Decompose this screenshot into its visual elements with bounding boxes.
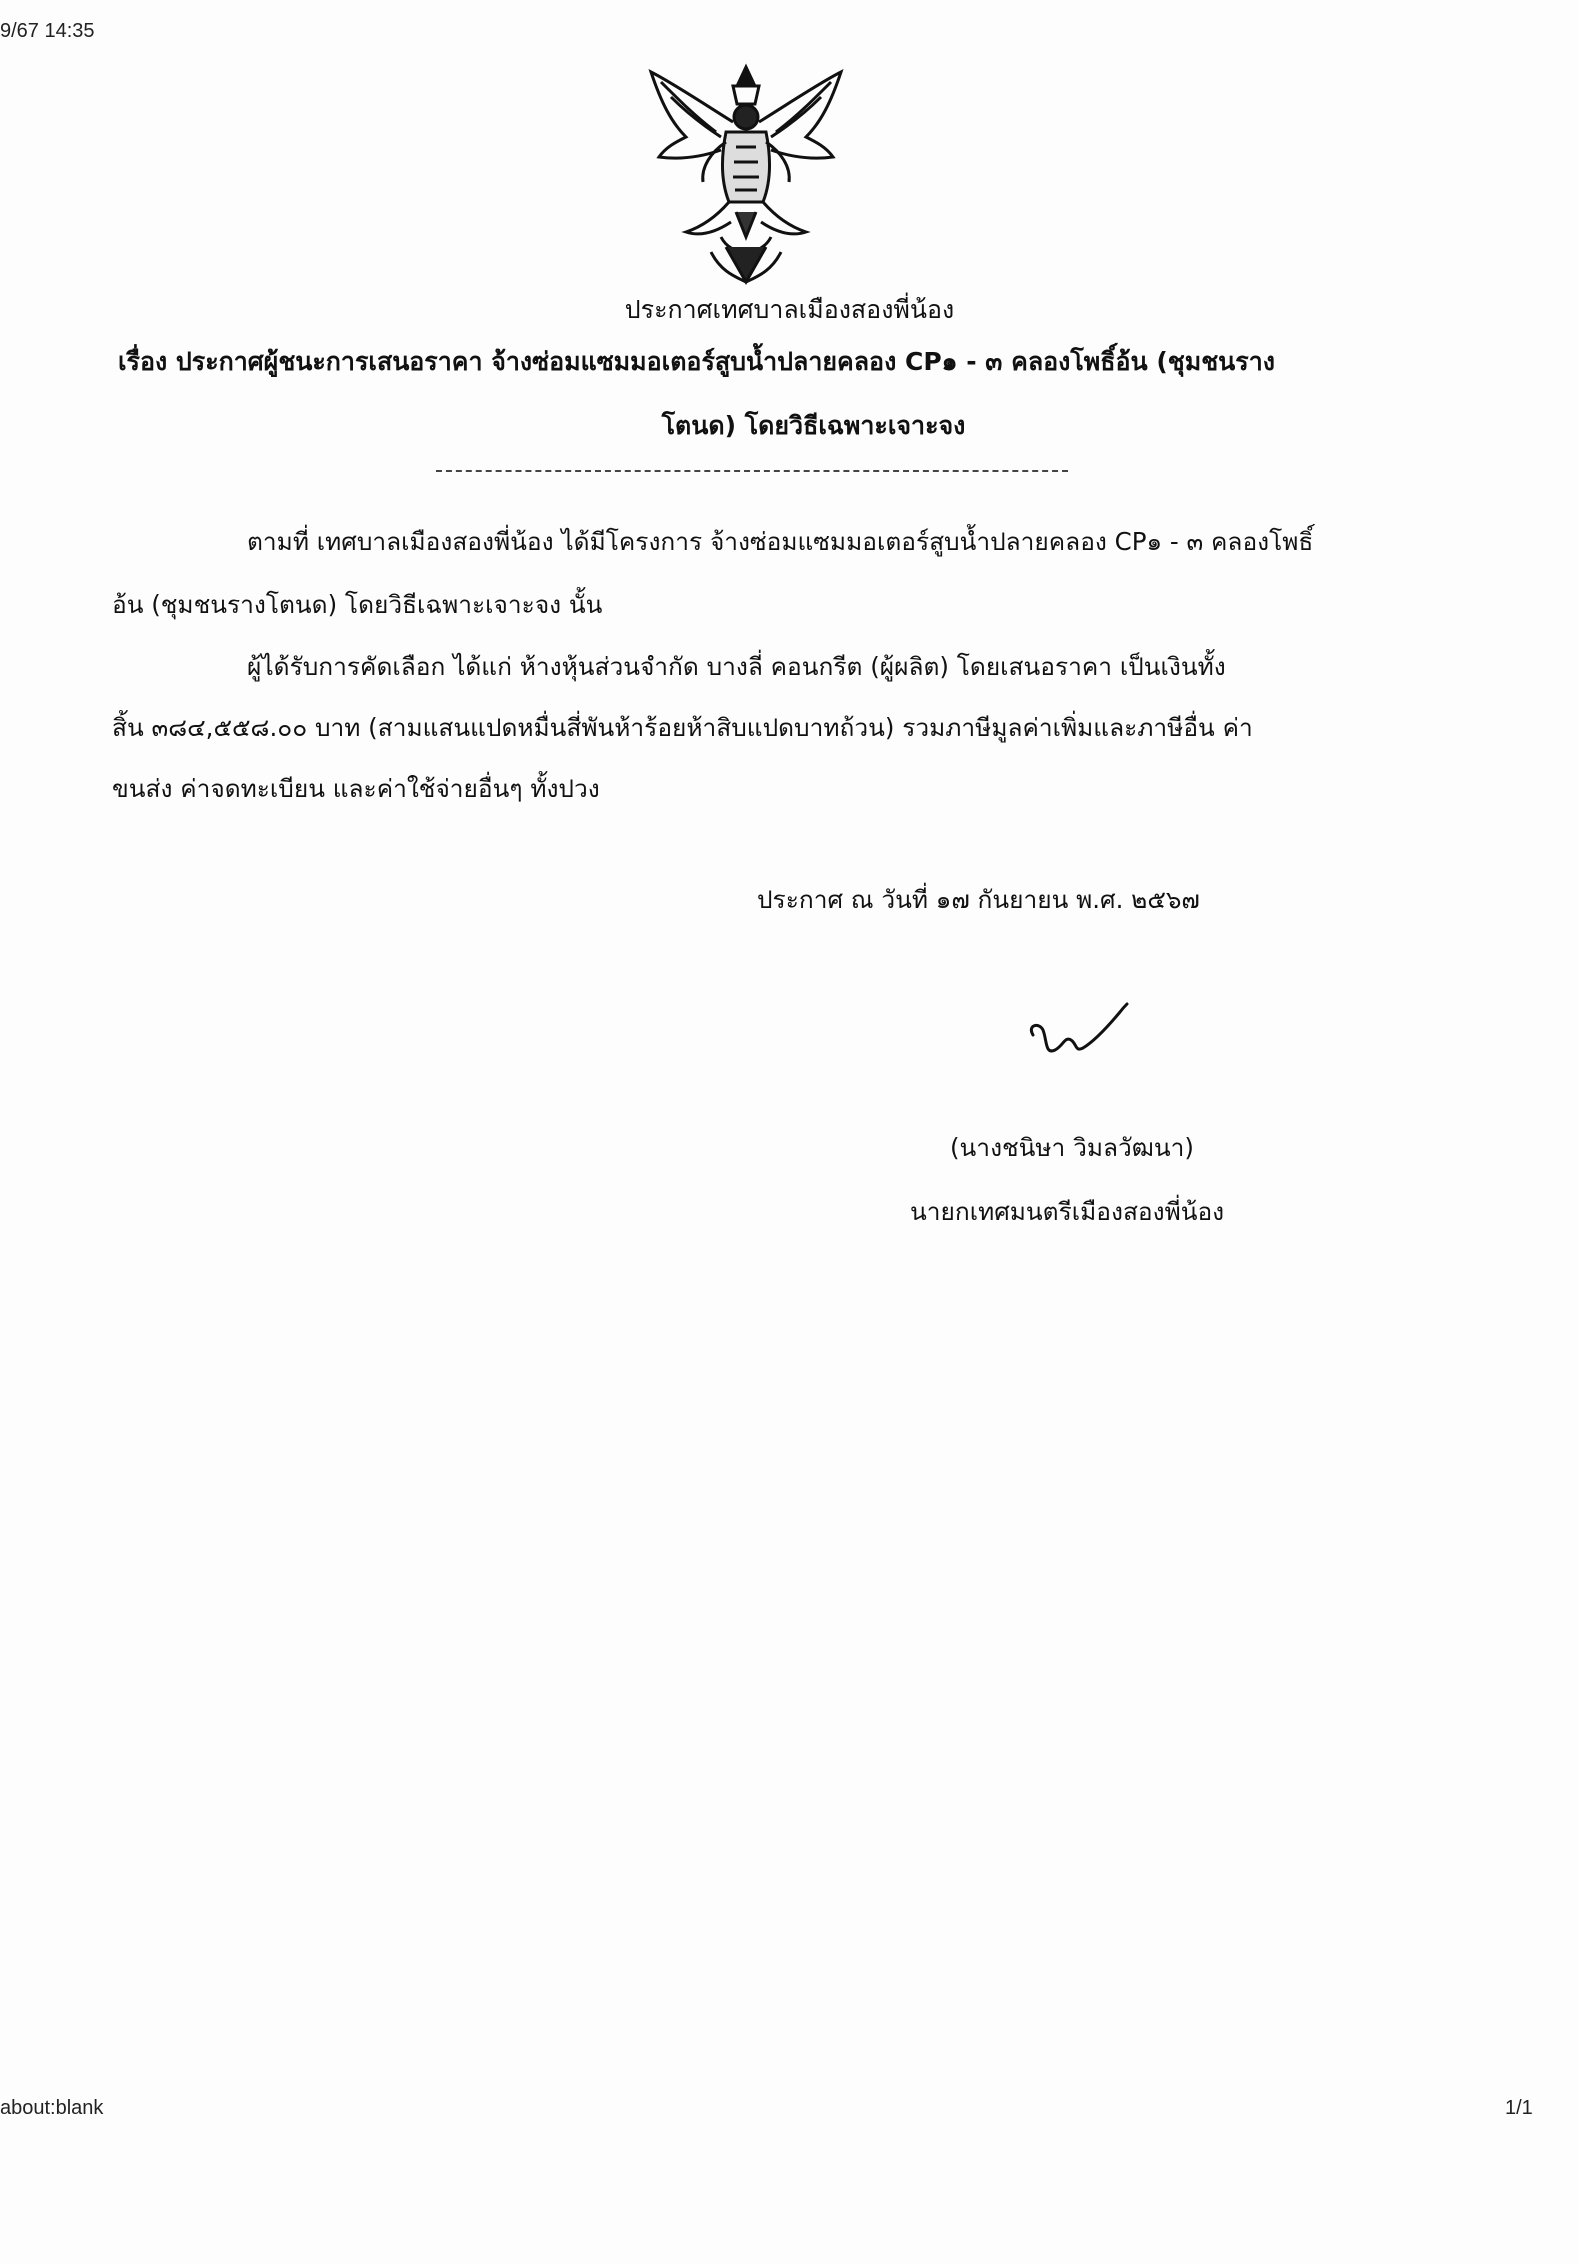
organization-title: ประกาศเทศบาลเมืองสองพี่น้อง [624,295,955,324]
paragraph-1-line-1: ตามที่ เทศบาลเมืองสองพี่น้อง ได้มีโครงการ จ้างซ่อมแซมมอเตอร์สูบน้ำปลายคลอง CP๑ - ๓ คลองโพธิ์ [247,527,1314,556]
subject-line-1: เรื่อง ประกาศผู้ชนะการเสนอราคา จ้างซ่อมแซมมอเตอร์สูบน้ำปลายคลอง CP๑ - ๓ คลองโพธิ์อ้น (ชุมชนราง [118,347,1275,376]
signer-title: นายกเทศมนตรีเมืองสองพี่น้อง [910,1197,1225,1226]
print-header-datetime: 9/67 14:35 [0,20,95,42]
paragraph-1-line-2: อ้น (ชุมชนรางโตนด) โดยวิธีเฉพาะเจาะจง นั้น [112,590,603,619]
signature-icon [1025,1000,1145,1070]
paragraph-2-line-3: ขนส่ง ค่าจดทะเบียน และค่าใช้จ่ายอื่นๆ ทั้งปวง [112,774,600,803]
print-footer-url: about:blank [0,2097,104,2119]
paragraph-2-line-1: ผู้ได้รับการคัดเลือก ได้แก่ ห้างหุ้นส่วนจำกัด บางลี่ คอนกรีต (ผู้ผลิต) โดยเสนอราคา เป็นเงินทั้ง [247,652,1226,681]
signer-name: (นางชนิษา วิมลวัฒนา) [950,1133,1194,1162]
paragraph-2-line-2: สิ้น ๓๘๔,๕๕๘.๐๐ บาท (สามแสนแปดหมื่นสี่พันห้าร้อยห้าสิบแปดบาทถ้วน) รวมภาษีมูลค่าเพิ่มและภาษีอื่น ค่า [112,713,1253,742]
garuda-emblem-icon [641,62,851,287]
subject-line-2: โตนด) โดยวิธีเฉพาะเจาะจง [661,411,966,440]
print-footer-page-number: 1/1 [1505,2097,1533,2119]
announcement-date: ประกาศ ณ วันที่ ๑๗ กันยายน พ.ศ. ๒๕๖๗ [757,885,1200,914]
dashed-divider [436,470,1068,472]
